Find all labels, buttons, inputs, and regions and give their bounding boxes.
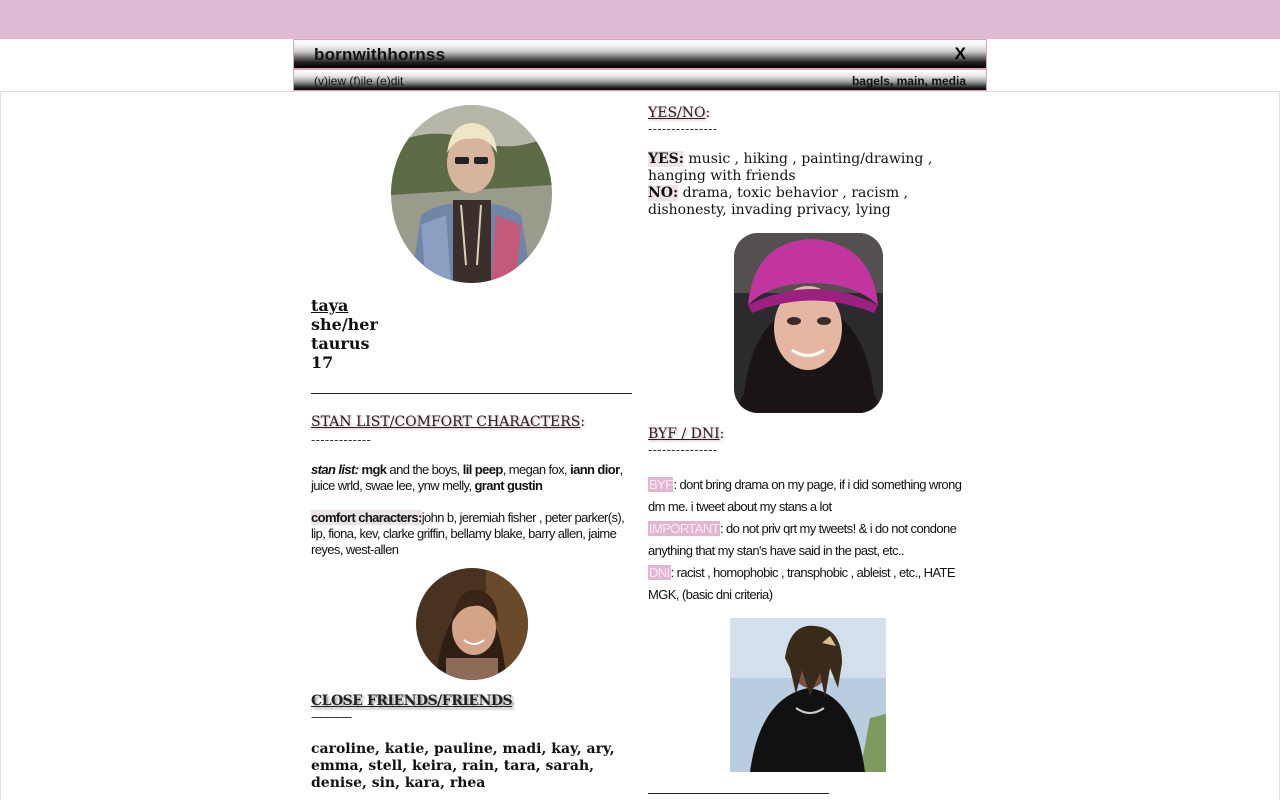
profile-info [311,296,378,372]
window-title: bornwithhornss [314,45,446,64]
important-rule: : do not priv qrt my tweets! & i do not condone anything that my stan's have said in the past, etc.. [648,521,957,558]
yesno-heading: YES/NO: [648,105,711,121]
dni-tag: DNI [649,565,670,580]
byf-tag: BYF [649,477,673,492]
menu-file[interactable]: (f)ile [349,74,373,88]
menu-view[interactable]: (v)iew [314,74,346,88]
stan-item: , juice wrld, swae lee, ynw melly, [311,462,623,493]
profile-name: taya [311,296,349,315]
window-title-bar [293,39,987,69]
woman-pink-hat-photo [734,233,883,413]
profile-pronouns: she/her [311,315,378,334]
smiling-woman-photo [416,568,528,680]
friends-heading: CLOSE FRIENDS/FRIENDS [311,693,513,709]
stan-list [311,462,631,494]
dni-rule: : racist , homophobic , transphobic , ableist , etc., HATE MGK, (basic dni criteria) [648,565,955,602]
man-dreadlocks-photo [730,618,886,772]
byf-dashes: --------------- [648,442,718,457]
stan-dashes: ------------- [311,432,372,447]
stan-item: lil peep [462,462,503,477]
stan-item: , megan fox, [502,462,571,477]
comfort-characters [311,510,631,558]
no-text: drama, toxic behavior , racism , dishonesty, invading privacy, lying [648,185,909,218]
profile-sign: taurus [311,334,370,353]
close-button[interactable]: X [954,44,966,63]
byf-text [648,474,973,606]
stan-list-items [311,462,623,493]
stan-item: mgk [358,462,387,477]
stan-list-label: stan list: [311,462,359,477]
byf-rule: : dont bring drama on my page, if i did something wrong dm me. i tweet about my stans a lot [648,477,962,514]
yes-text: music , hiking , painting/drawing , hanging with friends [648,151,933,184]
friends-dashes: ------------ [311,709,351,724]
profile-content [0,91,1280,800]
bottom-divider [648,793,829,794]
top-banner [0,0,1280,39]
no-label: NO: [648,185,679,201]
stan-item: grant gustin [474,478,543,493]
menu-links[interactable]: bagels, main, media [851,74,966,88]
stan-item: iann dior [570,462,620,477]
stan-heading: STAN LIST/COMFORT CHARACTERS: [311,414,586,430]
window-menu-bar [293,69,987,91]
important-tag: IMPORTANT [649,521,719,536]
friends-list: caroline, katie, pauline, madi, kay, ary, emma, stell, keira, rain, tara, sarah, denise, sin, kara, rhea [311,741,615,791]
byf-heading: BYF / DNI: [648,426,725,442]
profile-age: 17 [311,353,334,372]
profile-photo [391,105,552,283]
comfort-label: comfort characters: [311,510,422,525]
stan-item: and the boys, [386,462,463,477]
yesno-text [648,151,978,219]
yes-label: YES: [648,151,684,167]
comfort-text: john b, jeremiah fisher , peter parker(s), lip, fiona, kev, clarke griffin, bellamy blake, barry allen, jaime reyes, west-allen [311,510,625,557]
yesno-dashes: --------------- [648,121,718,136]
section-divider [311,393,632,394]
menu-edit[interactable]: (e)dit [376,74,404,88]
